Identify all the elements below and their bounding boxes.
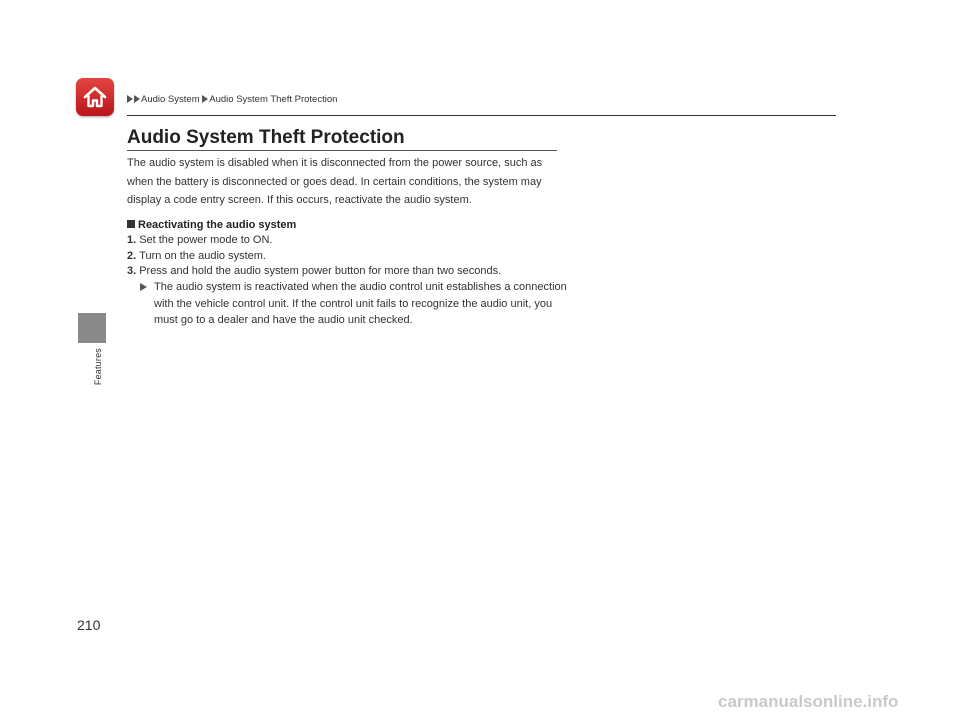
- page-number: 210: [77, 617, 101, 633]
- step-text: Set the power mode to ON.: [139, 234, 273, 246]
- note-arrow-icon: [140, 283, 147, 291]
- breadcrumb-arrow-icon: [127, 95, 133, 103]
- step-note: [140, 279, 574, 329]
- section-label: Features: [93, 348, 103, 386]
- header-divider: [127, 115, 836, 116]
- steps-list: [127, 233, 567, 280]
- breadcrumb-current: Audio System Theft Protection: [209, 94, 338, 105]
- step-item: [127, 249, 567, 265]
- breadcrumb-arrow-icon: [202, 95, 208, 103]
- note-text: The audio system is reactivated when the audio control unit establishes a connection with the vehicle control unit. If the control unit fails to recognize the audio unit, you must go to a dealer and have the audio unit checked.: [154, 281, 567, 326]
- title-divider: [127, 150, 557, 151]
- step-number: 2.: [127, 249, 137, 262]
- home-button[interactable]: [76, 78, 114, 116]
- home-icon: [81, 83, 109, 111]
- step-text: Turn on the audio system.: [139, 249, 266, 262]
- breadcrumb-link-audio-system[interactable]: Audio System: [141, 94, 200, 105]
- step-number: 1.: [127, 234, 137, 246]
- section-tab[interactable]: [78, 313, 106, 343]
- square-bullet-icon: [127, 220, 135, 228]
- subheading: [127, 217, 296, 233]
- step-text: Press and hold the audio system power button for more than two seconds.: [139, 265, 502, 278]
- subheading-text: Reactivating the audio system: [138, 219, 297, 231]
- page-title: Audio System Theft Protection: [127, 127, 405, 148]
- intro-paragraph: The audio system is disabled when it is disconnected from the power source, such as when the battery is disconnected or goes dead. In certain conditions, the system may display a code entry screen. If this occurs, reactivate the audio system.: [127, 157, 543, 206]
- watermark: carmanualsonline.info: [718, 692, 899, 711]
- step-number: 3.: [127, 265, 137, 278]
- step-item: [127, 264, 567, 280]
- breadcrumb-arrow-icon: [134, 95, 140, 103]
- breadcrumb: [127, 94, 337, 105]
- step-item: [127, 233, 567, 249]
